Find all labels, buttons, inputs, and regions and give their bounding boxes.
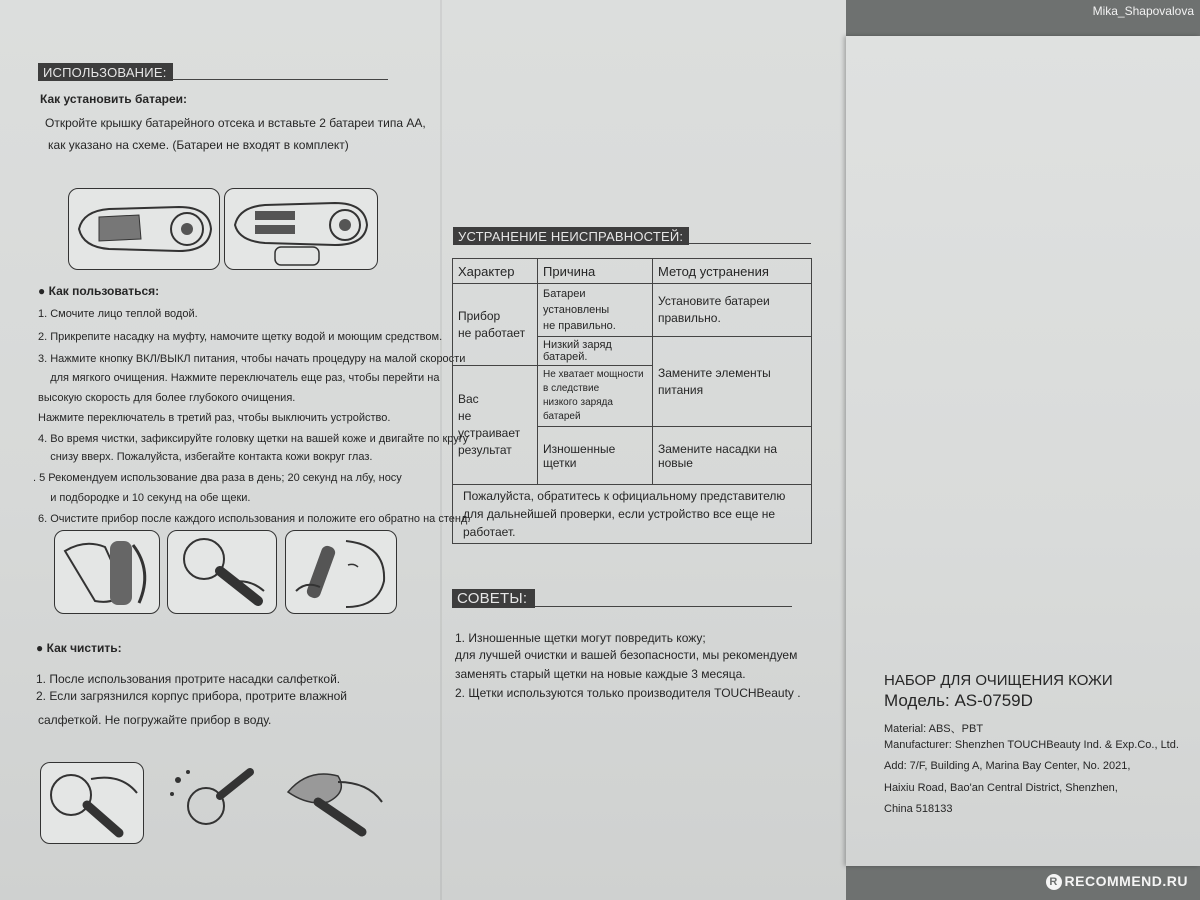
cell-line: Не хватает мощности — [543, 369, 644, 380]
tips-line-2: для лучшей очистки и вашей безопасности, мы рекомендуем — [455, 648, 798, 662]
cell-line: Замените элементы — [658, 365, 771, 380]
step-line-7: 4. Во время чистки, зафиксируйте головку щетки на вашей коже и двигайте по кругу — [38, 433, 469, 445]
rinse-device-icon — [160, 762, 270, 842]
how-to-title-text: Как пользоваться: — [48, 284, 160, 298]
troubleshooting-header-label: УСТРАНЕНИЕ НЕИСПРАВНОСТЕЙ: — [453, 227, 689, 245]
table-footer-row — [453, 485, 812, 544]
clean-illustration-3 — [278, 762, 388, 842]
tips-line-4: 2. Щетки используются только производителя TOUCHBeauty . — [455, 686, 801, 700]
hand-brush-icon — [55, 531, 159, 613]
table-header-row — [453, 259, 812, 284]
clean-line-2: 2. Если загрязнился корпус прибора, протрите влажной — [36, 689, 348, 703]
face-cleaning-icon — [286, 531, 396, 613]
product-model: Модель: AS-0759D — [884, 691, 1033, 710]
symptom-cell — [453, 284, 538, 366]
product-info-3: Add: 7/F, Building A, Marina Bay Center, No. 2021, — [884, 760, 1131, 772]
column-header: Характер — [453, 259, 538, 284]
clean-title-text: Как чистить: — [46, 641, 122, 655]
cell-line: питания — [658, 382, 704, 397]
step-line-8: снизу вверх. Пожалуйста, избегайте контакта кожи вокруг глаз. — [38, 451, 373, 463]
cell-line: не правильно. — [543, 320, 616, 332]
clean-line-3: салфеткой. Не погружайте прибор в воду. — [38, 713, 272, 727]
usage-header-label: ИСПОЛЬЗОВАНИЕ: — [38, 63, 173, 81]
logo-text: RECOMMEND.RU — [1064, 872, 1188, 889]
step-line-2: 2. Прикрепите насадку на муфту, намочите щетку водой и моющим средством. — [38, 331, 443, 343]
step-line-11: 6. Очистите прибор после каждого использования и положите его обратно на стенд. — [38, 513, 471, 525]
right-sheet — [846, 36, 1200, 866]
step-line-5: высокую скорость для более глубокого очищения. — [38, 392, 296, 404]
usage-header — [38, 63, 388, 81]
column-header: Причина — [538, 259, 653, 284]
clean-line-1: 1. После использования протрите насадки салфеткой. — [36, 672, 341, 686]
cell-line: Батареи установлены — [543, 288, 610, 316]
step-line-4: для мягкого очищения. Нажмите переключатель еще раз, чтобы перейти на — [38, 372, 440, 384]
tips-line-3: заменять старый щетки на новые каждые 3 месяца. — [455, 667, 746, 681]
device-closed-icon — [69, 189, 219, 269]
cause-cell: Низкий заряд батарей. — [538, 337, 653, 366]
device-open-icon — [225, 189, 377, 269]
cell-line: результат — [458, 443, 512, 457]
clean-title: ● Как чистить: — [36, 641, 122, 655]
usage-illustration-2 — [167, 530, 277, 614]
symptom-cell — [453, 366, 538, 485]
cell-line: не устраивает — [458, 409, 521, 440]
step-line-6: Нажмите переключатель в третий раз, чтобы выключить устройство. — [38, 412, 391, 424]
product-info-2: Manufacturer: Shenzhen TOUCHBeauty Ind. & Exp.Co., Ltd. — [884, 739, 1179, 751]
how-to-title: ● Как пользоваться: — [38, 284, 160, 298]
footer-cell — [453, 485, 812, 544]
fix-cell — [653, 284, 812, 337]
product-info-4: Haixiu Road, Bao'an Central District, Shenzhen, — [884, 782, 1118, 794]
table-row — [453, 284, 812, 337]
tips-header — [452, 589, 792, 608]
cell-line: Установите батареи — [658, 294, 770, 308]
cell-line: низкого заряда батарей — [543, 397, 613, 422]
page-fold — [440, 0, 442, 900]
product-title: НАБОР ДЛЯ ОЧИЩЕНИЯ КОЖИ — [884, 672, 1113, 689]
clean-illustration-1 — [40, 762, 144, 844]
battery-illustration-closed — [68, 188, 220, 270]
cause-cell: Изношенные щетки — [538, 427, 653, 485]
troubleshooting-header-rule — [689, 243, 811, 244]
usage-header-rule — [173, 79, 388, 80]
device-water-icon — [168, 531, 276, 613]
tips-header-label: СОВЕТЫ: — [452, 589, 535, 608]
user-watermark: Mika_Shapovalova — [1092, 4, 1194, 18]
cell-line: не работает — [458, 325, 526, 340]
cause-cell — [538, 366, 653, 427]
cell-line: правильно. — [658, 311, 721, 325]
step-line-9: . 5 Рекомендуем использование два раза в день; 20 секунд на лбу, носу — [33, 472, 402, 484]
step-line-1: 1. Смочите лицо теплой водой. — [38, 308, 198, 320]
site-logo[interactable] — [1046, 873, 1188, 890]
troubleshooting-table — [452, 258, 812, 544]
cell-line: в следствие — [543, 383, 600, 394]
product-info-1: Material: ABS、PBT — [884, 723, 984, 735]
clean-illustration-2 — [160, 762, 270, 842]
step-line-3: 3. Нажмите кнопку ВКЛ/ВЫКЛ питания, чтобы начать процедуру на малой скорости — [38, 353, 466, 365]
battery-line-2: как указано на схеме. (Батареи не входят в комплект) — [48, 138, 349, 152]
logo-icon: R — [1046, 874, 1062, 890]
battery-title: Как установить батареи: — [40, 92, 188, 106]
step-line-10: и подбородке и 10 секунд на обе щеки. — [38, 492, 251, 504]
cause-cell — [538, 284, 653, 337]
usage-illustration-3 — [285, 530, 397, 614]
wipe-brush-icon — [41, 763, 143, 843]
fix-cell — [653, 337, 812, 427]
cell-line: Пожалуйста, обратитесь к официальному представителю — [463, 489, 786, 503]
battery-line-1: Откройте крышку батарейного отсека и вставьте 2 батареи типа АА, — [45, 116, 426, 130]
column-header: Метод устранения — [653, 259, 812, 284]
cell-line: для дальнейшей проверки, если устройство все еще не работает. — [463, 507, 775, 539]
cell-line: Прибор — [458, 308, 501, 323]
battery-illustration-open — [224, 188, 378, 270]
usage-illustration-1 — [54, 530, 160, 614]
cell-line: Вас — [458, 392, 479, 406]
cloth-wipe-icon — [278, 762, 388, 842]
product-info-5: China 518133 — [884, 803, 953, 815]
tips-line-1: 1. Изношенные щетки могут повредить кожу; — [455, 631, 706, 645]
fix-cell: Замените насадки на новые — [653, 427, 812, 485]
troubleshooting-header — [453, 227, 811, 245]
tips-header-rule — [535, 606, 792, 607]
